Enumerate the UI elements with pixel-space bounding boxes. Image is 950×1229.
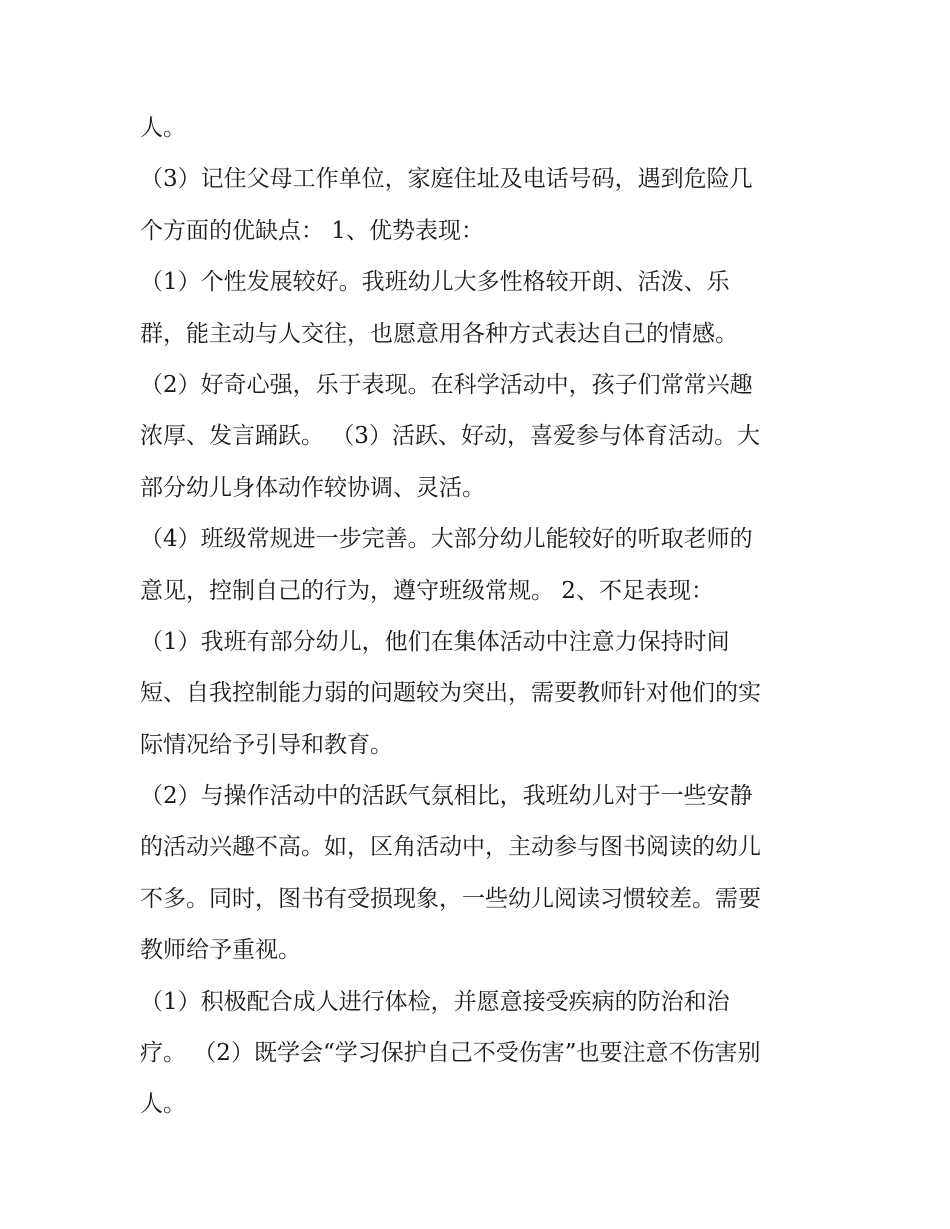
text-line-2: （3）记住父母工作单位，家庭住址及电话号码，遇到危险几 <box>140 166 753 193</box>
text-line-17: 教师给予重视。 <box>140 937 301 964</box>
text-line-6: （2）好奇心强，乐于表现。在科学活动中，孩子们常常兴趣 <box>140 371 753 398</box>
text-line-1: 人。 <box>140 115 186 141</box>
text-line-8: 部分幼儿身体动作较协调、灵活。 <box>140 474 485 501</box>
text-line-20: 人。 <box>140 1091 186 1118</box>
text-line-5: 群，能主动与人交往，也愿意用各种方式表达自己的情感。 <box>140 320 738 347</box>
text-line-10: 意见，控制自己的行为，遵守班级常规。 2、不足表现： <box>140 577 714 604</box>
text-line-15: 的活动兴趣不高。如，区角活动中，主动参与图书阅读的幼儿 <box>140 834 761 861</box>
text-line-12: 短、自我控制能力弱的问题较为突出，需要教师针对他们的实 <box>140 680 761 707</box>
text-line-3: 个方面的优缺点： 1、优势表现： <box>140 217 484 244</box>
text-line-7: 浓厚、发言踊跃。 （3）活跃、好动，喜爱参与体育活动。大 <box>140 423 760 450</box>
text-line-13: 际情况给予引导和教育。 <box>140 731 393 758</box>
body-text <box>140 103 830 1131</box>
text-line-14: （2）与操作活动中的活跃气氛相比，我班幼儿对于一些安静 <box>140 783 753 810</box>
text-line-11: （1）我班有部分幼儿，他们在集体活动中注意力保持时间 <box>140 628 730 655</box>
text-line-4: （1）个性发展较好。我班幼儿大多性格较开朗、活泼、乐 <box>140 269 730 296</box>
text-line-16: 不多。同时，图书有受损现象，一些幼儿阅读习惯较差。需要 <box>140 885 761 912</box>
text-line-19: 疗。 （2）既学会“学习保护自己不受伤害”也要注意不伤害别 <box>140 1040 761 1067</box>
text-line-9: （4）班级常规进一步完善。大部分幼儿能较好的听取老师的 <box>140 526 753 553</box>
text-line-18: （1）积极配合成人进行体检，并愿意接受疾病的防治和治 <box>140 988 730 1015</box>
